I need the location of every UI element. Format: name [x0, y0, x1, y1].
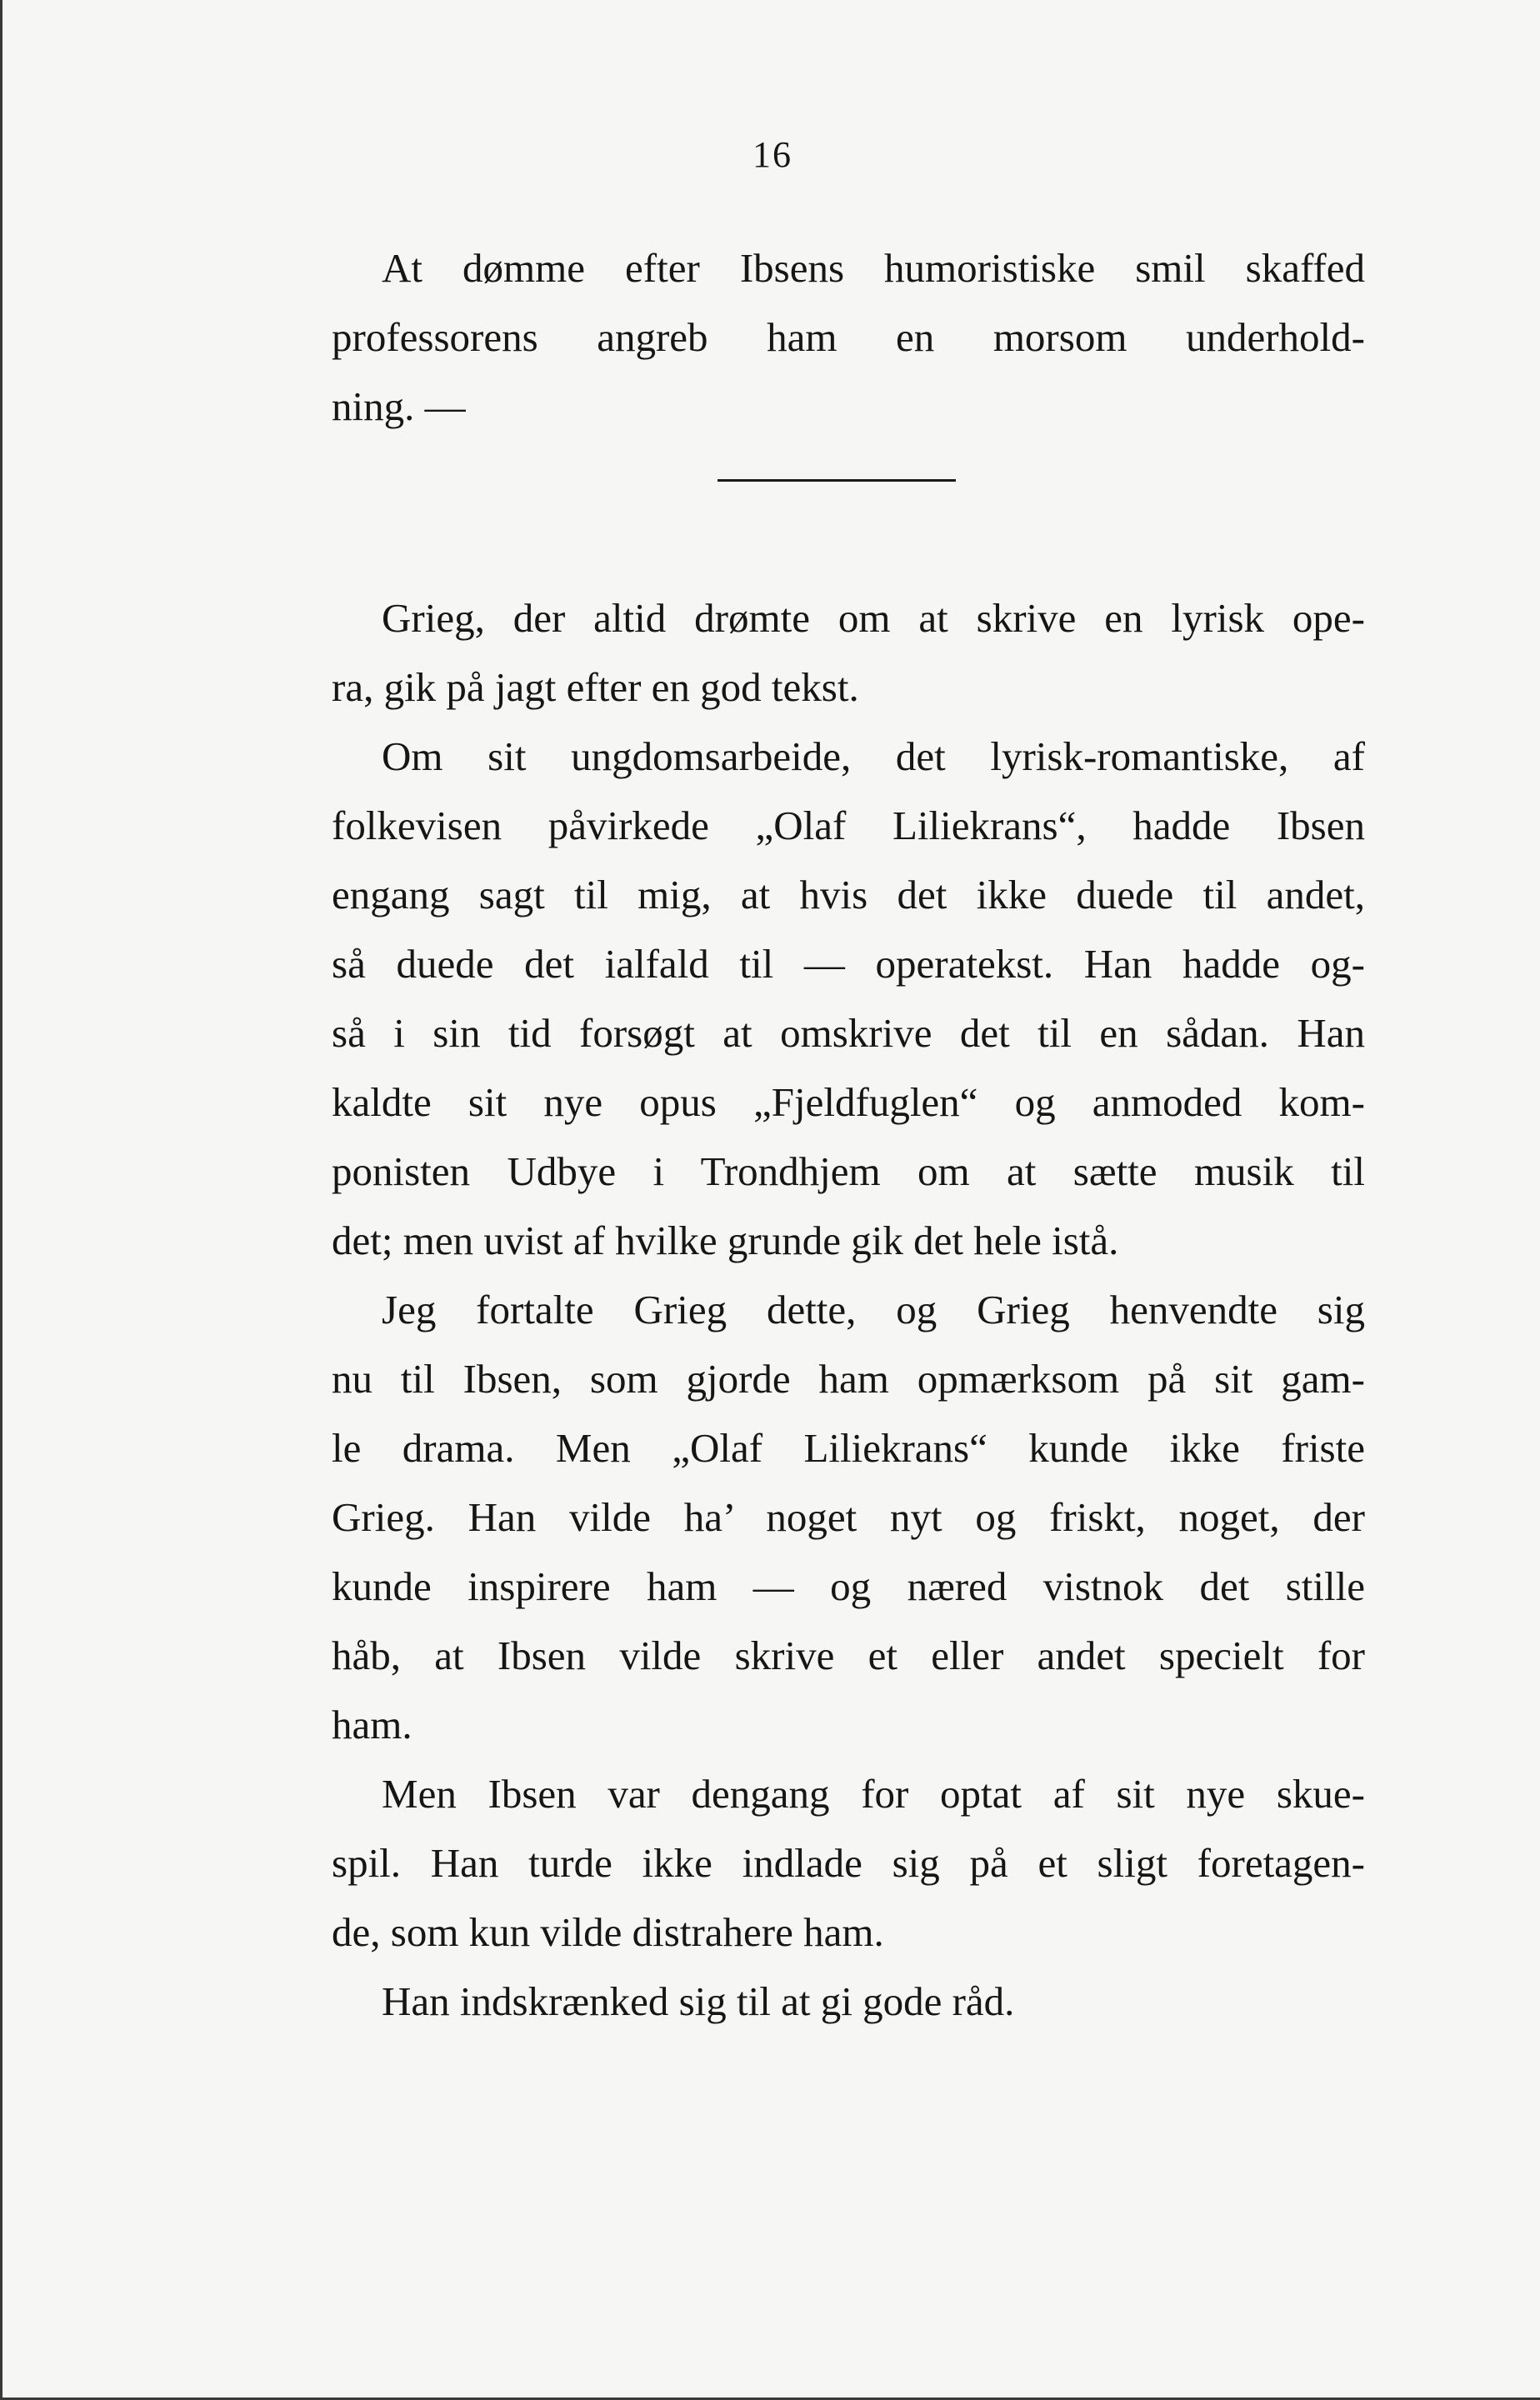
page-number: 16 — [752, 134, 792, 175]
paragraph — [332, 1759, 1365, 1967]
text-line: kunde inspirere ham — og næred vistnok det stille — [332, 1563, 1365, 1609]
text-line: Om sit ungdomsarbeide, det lyrisk-romantiske, af — [382, 733, 1365, 779]
text-line: At dømme efter Ibsens humoristiske smil skaffed — [382, 245, 1365, 291]
text-line: ning. — — [332, 383, 466, 429]
text-line: Grieg. Han vilde ha’ noget nyt og friskt, noget, der — [332, 1494, 1365, 1540]
intro-paragraph — [332, 233, 1365, 441]
text-line: kaldte sit nye opus „Fjeldfuglen“ og anmoded kom- — [332, 1079, 1365, 1125]
text-line: folkevisen påvirkede „Olaf Liliekrans“, hadde Ibsen — [332, 802, 1365, 848]
section-divider — [718, 479, 956, 482]
paragraph — [332, 1275, 1365, 1759]
text-line: Men Ibsen var dengang for optat af sit nye skue- — [382, 1771, 1365, 1817]
text-line: så duede det ialfald til — operatekst. Han hadde og- — [332, 941, 1365, 987]
text-line: de, som kun vilde distrahere ham. — [332, 1909, 884, 1955]
text-line: det; men uvist af hvilke grunde gik det hele istå. — [332, 1218, 1119, 1263]
text-line: ra, gik på jagt efter en god tekst. — [332, 664, 859, 710]
text-line: engang sagt til mig, at hvis det ikke duede til andet, — [332, 872, 1365, 918]
text-line: ham. — [332, 1702, 412, 1748]
paragraph — [332, 1967, 1365, 2036]
text-line: le drama. Men „Olaf Liliekrans“ kunde ikke friste — [332, 1425, 1365, 1471]
paragraph — [332, 583, 1365, 722]
text-line: spil. Han turde ikke indlade sig på et sligt foretagen- — [332, 1840, 1365, 1886]
paragraph — [332, 722, 1365, 1275]
text-line: nu til Ibsen, som gjorde ham opmærksom på sit gam- — [332, 1356, 1365, 1402]
text-line: Grieg, der altid drømte om at skrive en lyrisk ope- — [382, 595, 1365, 641]
text-line: så i sin tid forsøgt at omskrive det til en sådan. Han — [332, 1010, 1365, 1056]
text-line: ponisten Udbye i Trondhjem om at sætte musik til — [332, 1148, 1365, 1194]
text-line: Jeg fortalte Grieg dette, og Grieg henvendte sig — [382, 1287, 1365, 1332]
text-line: håb, at Ibsen vilde skrive et eller andet specielt for — [332, 1632, 1365, 1678]
text-line: Han indskrænked sig til at gi gode råd. — [382, 1978, 1015, 2024]
text-line: professorens angreb ham en morsom underhold- — [332, 314, 1365, 360]
